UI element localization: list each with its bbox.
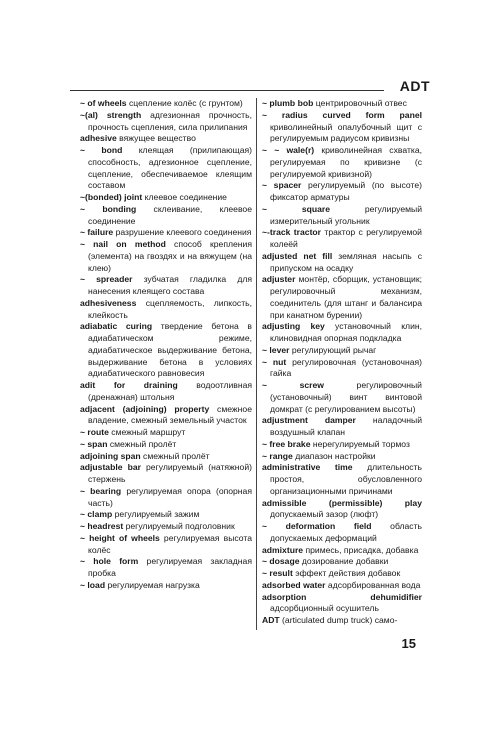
entry-headword: adit for draining — [80, 380, 178, 390]
entry-headword: ~ plumb bob — [262, 98, 314, 108]
dictionary-entry — [80, 239, 252, 274]
entry-headword: adsorption dehumidifier — [262, 591, 422, 602]
entry-headword: adjoining span — [80, 450, 141, 461]
entry-definition: трактор с регулируемой колеёй — [270, 227, 422, 249]
entry-headword: administrative time — [262, 462, 353, 473]
entry-definition: регулируемая закладная пробка — [88, 556, 252, 578]
entry-definition: дозирование добавки — [299, 556, 389, 567]
entry-headword: ~ nail on method — [80, 239, 166, 249]
dictionary-entry — [80, 321, 252, 380]
entry-headword: ~ range — [262, 450, 293, 461]
entry-definition: регулирующий рычаг — [289, 344, 377, 355]
column-divider — [256, 98, 257, 630]
dictionary-entry — [80, 380, 252, 404]
entry-definition: сцепляемость, липкость, клейкость — [88, 297, 252, 320]
entry-definition: земляная насыпь с припуском на осадку — [270, 250, 423, 273]
dictionary-entry — [262, 521, 422, 545]
entry-definition: регулируемая нагрузка — [105, 579, 200, 590]
entry-definition: адсорбированная вода — [325, 579, 421, 590]
dictionary-entry — [80, 580, 252, 592]
dictionary-entry — [262, 556, 422, 568]
dictionary-entry — [262, 110, 422, 145]
entry-headword: adsorbed water — [262, 579, 326, 590]
dictionary-entry — [80, 404, 252, 428]
dictionary-entry — [80, 110, 252, 134]
dictionary-entry — [262, 274, 422, 321]
dictionary-entry — [262, 545, 422, 557]
entry-definition: регулируемая высота колёс — [88, 532, 252, 555]
entry-definition: центрировочный отвес — [313, 98, 407, 108]
entry-definition: разрушение клеевого соединения — [113, 227, 252, 238]
entry-headword: adhesiveness — [80, 297, 137, 308]
entry-definition: допускаемый зазор (люфт) — [270, 509, 379, 520]
dictionary-entry — [80, 427, 252, 439]
entry-headword: ~(al) strength — [80, 109, 142, 120]
entry-definition: криволинейная схватка, регулируемая по кривизне (с регулируемой кривизной) — [270, 145, 422, 179]
entry-headword: ~ ~ wale(r) — [262, 145, 315, 155]
dictionary-entry — [262, 180, 422, 204]
entry-definition: область допускаемых деформаций — [270, 521, 422, 543]
entry-definition: сцепление колёс (с грунтом) — [126, 98, 243, 108]
right-column — [262, 98, 422, 627]
entry-headword: ~ load — [80, 579, 106, 590]
entry-headword: ~ headrest — [80, 521, 124, 531]
entry-definition: способ крепления (элемента) на гвоздях и на вяжущем (на клею) — [88, 239, 252, 273]
entry-definition: смежный пролёт — [140, 450, 210, 461]
entry-headword: ~ span — [80, 438, 108, 449]
entry-definition: адгезионная прочность, прочность сцепления, сила прилипания — [88, 109, 252, 132]
entry-headword: ~ nut — [262, 356, 287, 367]
entry-headword: ~ of wheels — [80, 98, 127, 108]
dictionary-entry — [262, 568, 422, 580]
dictionary-entry — [80, 509, 252, 521]
dictionary-entry — [80, 521, 252, 533]
entry-definition: наладочный воздушный клапан — [270, 415, 422, 437]
entry-headword: ~ free brake — [262, 438, 311, 449]
entry-headword: ~(bonded) joint — [80, 192, 143, 202]
dictionary-entry — [80, 439, 252, 451]
entry-headword: admissible (permissible) play — [262, 497, 422, 508]
entry-headword: ~ square — [262, 203, 331, 214]
entry-headword: ~ bond — [80, 145, 123, 155]
dictionary-entry — [262, 227, 422, 251]
entry-definition: примесь, присадка, добавка — [303, 544, 419, 555]
entry-headword: ~ spreader — [80, 274, 133, 285]
entry-definition: регулируемый зажим — [112, 509, 200, 520]
entry-headword: ~ bearing — [80, 485, 122, 496]
entry-definition: клеевое соединение — [142, 192, 227, 202]
entry-definition: регулировочная (установочная) гайка — [270, 356, 422, 379]
entry-headword: adjusted net fill — [262, 250, 333, 261]
entry-definition: зубчатая гладилка для нанесения клеящего состава — [88, 274, 253, 296]
entry-definition: адсорбционный осушитель — [270, 603, 379, 614]
entry-headword: ADT — [262, 615, 280, 625]
entry-definition: диапазон настройки — [292, 450, 376, 461]
entry-definition: твердение бетона в адиабатическом режиме, адиабатическое выдерживание бетона, выдерживание бетона в условиях адиабатического равновесия — [88, 321, 252, 379]
entry-headword: ~ deformation field — [262, 521, 372, 531]
entry-headword: ~-track tractor — [262, 227, 322, 238]
dictionary-entry — [80, 274, 252, 298]
entry-definition: смежный маршрут — [108, 427, 186, 437]
entry-headword: adjustment damper — [262, 415, 356, 426]
dictionary-entry — [262, 439, 422, 451]
entry-definition: эффект действия добавок — [292, 568, 401, 578]
dictionary-entry — [262, 357, 422, 381]
entry-definition: монтёр, сборщик, установщик; регулировочный механизм, соединитель (для штанг и балансира при канатном бурении) — [270, 274, 422, 320]
entry-headword: ~ height of wheels — [80, 532, 160, 543]
dictionary-entry — [80, 462, 252, 486]
entry-definition: регулируемая опора (опорная часть) — [88, 485, 252, 508]
dictionary-entry — [262, 321, 422, 345]
entry-headword: adiabatic curing — [80, 321, 153, 332]
dictionary-entry — [80, 556, 252, 580]
entry-headword: ~ spacer — [262, 180, 302, 191]
entry-headword: ~ result — [262, 568, 293, 578]
dictionary-entry — [262, 498, 422, 522]
header-rule — [70, 90, 384, 91]
dictionary-entry — [262, 615, 422, 627]
dictionary-entry — [80, 227, 252, 239]
entry-definition: регулируемый измерительный угольник — [270, 203, 422, 226]
entry-definition: водоотливная (дренажная) штольня — [88, 380, 253, 402]
entry-headword: adjusting key — [262, 321, 325, 332]
entry-definition: (articulated dump truck) само- — [279, 615, 398, 625]
entry-definition: регулируемый подголовник — [123, 521, 235, 531]
entry-headword: ~ lever — [262, 344, 290, 355]
entry-headword: ~ hole form — [80, 556, 139, 567]
entry-definition: регулировочный (установочный) винт винтовой домкрат (с регулированием высоты) — [270, 380, 422, 414]
dictionary-entry — [80, 451, 252, 463]
dictionary-entry — [262, 580, 422, 592]
dictionary-entry — [262, 251, 422, 275]
dictionary-entry — [262, 592, 422, 616]
dictionary-entry — [80, 145, 252, 192]
dictionary-entry — [80, 133, 252, 145]
entry-headword: ~ radius curved form panel — [262, 109, 422, 120]
dictionary-entry — [262, 415, 422, 439]
entry-definition: длительность простоя, обусловленного организационными причинами — [270, 462, 423, 496]
entry-headword: adjustable bar — [80, 462, 141, 473]
entry-headword: adhesive — [80, 133, 117, 144]
dictionary-entry — [262, 345, 422, 357]
dictionary-entry — [262, 204, 422, 228]
running-head-word: ADT — [399, 78, 430, 94]
entry-headword: ~ failure — [80, 227, 114, 238]
entry-headword: admixture — [262, 544, 304, 555]
dictionary-entry — [80, 192, 252, 204]
entry-definition: криволинейный опалубочный щит с регулируемым радиусом кривизны — [270, 121, 422, 144]
entry-definition: смежное владение, смежный земельный участок — [88, 403, 252, 426]
dictionary-entry — [262, 462, 422, 497]
dictionary-entry — [80, 486, 252, 510]
dictionary-entry — [262, 145, 422, 180]
entry-definition: смежный пролёт — [107, 438, 177, 449]
entry-definition: клеящая (прилипающая) способность, адгезионное сцепление, сцепление, обеспечиваемое клеящим составом — [88, 145, 252, 191]
dictionary-entry — [80, 533, 252, 557]
entry-definition: регулируемый (натяжной) стержень — [88, 462, 252, 484]
left-column — [80, 98, 252, 592]
entry-headword: ~ clamp — [80, 509, 113, 520]
entry-definition: установочный клин, клиновидная опорная подкладка — [270, 321, 423, 343]
dictionary-entry — [262, 451, 422, 463]
running-header — [70, 78, 430, 94]
entry-headword: ~ bonding — [80, 203, 137, 214]
entry-definition: склеивание, клеевое соединение — [88, 203, 252, 226]
dictionary-entry — [80, 298, 252, 322]
dictionary-entry — [80, 98, 252, 110]
dictionary-entry — [262, 380, 422, 415]
dictionary-entry — [262, 98, 422, 110]
entry-definition: вяжущее вещество — [116, 133, 196, 144]
entry-headword: ~ dosage — [262, 556, 300, 567]
entry-headword: ~ route — [80, 427, 109, 437]
page-number: 15 — [401, 636, 416, 651]
entry-headword: ~ screw — [262, 380, 324, 390]
entry-headword: adjuster — [262, 274, 296, 285]
entry-definition: регулируемый (по высоте) фиксатор арматуры — [270, 180, 422, 202]
entry-definition: нерегулируемый тормоз — [310, 438, 410, 449]
entry-headword: adjacent (adjoining) property — [80, 403, 210, 414]
dictionary-entry — [80, 204, 252, 228]
